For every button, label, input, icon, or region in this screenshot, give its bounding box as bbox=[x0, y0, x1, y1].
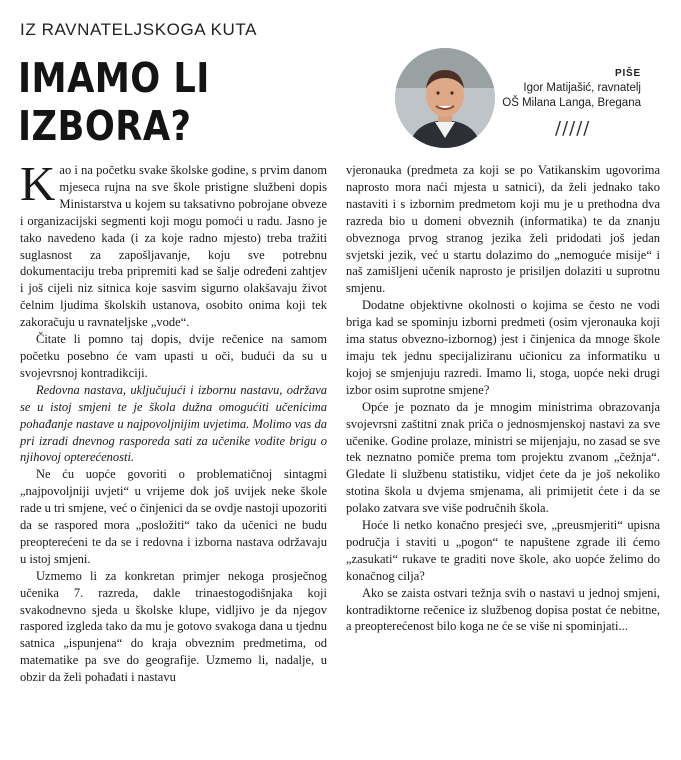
paragraph-text: ao i na početku svake školske godine, s prvim danom mjeseca rujna na sve škole pristigne službeni dopis Ministarstva u kojem su taksativno pobrojane obveze i organizacijski segmenti koji mogu pomoći u radu. Jasno je tako navedeno kada (i za koje radno mjesto) treba tražiti suglasnost za zapošljavanje, koju sve potrebnu dokumentaciju treba pripremiti kad se šalje određeni zahtjev i još cijeli niz sitnica koje sasvim sigurno olakšavaju život čelnim ljudima školskih ustanova, osobito onima koji tek zakoračuju u ravnateljske „vode“. bbox=[20, 163, 327, 330]
headline-line-2: IZBORA? bbox=[18, 102, 192, 150]
article-paragraph: Opće je poznato da je mnogim ministrima obrazovanja svojevrsni zaštitni znak priča o jednosmjenskoj nastavi za sve učenike. Godine prolaze, ministri se mijenjaju, no zasad se sve tek neznatno pomiče prema tom projektu zvanom „čežnja“. Gledate li službenu statistiku, vidjet ćete da je još nekoliko stotina škola u dvjema smjenama, ali primijetit ćete i da se polako zatvara sve više područnih škola. bbox=[346, 399, 660, 516]
article-column-left bbox=[20, 156, 327, 686]
article-paragraph: vjeronauka (predmeta za koji se po Vatikanskim ugovorima naprosto mora naći mjesta u satnici), da želi jednako tako nastaviti i s izbornim predmetom koji mu je u prethodna dva razreda bio u domeni obveznih (informatika) te da znanju obveznoga prvog stranog jezika želi pridodati još jedan svjetski jezik, već u startu dolazimo do „nemoguće misije“ i naš zamišljeni učenik naprosto je prisiljen dolaziti u suprotnu smjenu. bbox=[346, 163, 660, 296]
section-label: IZ RAVNATELJSKOGA KUTA bbox=[20, 20, 258, 39]
article-paragraph: Čitate li pomno taj dopis, dvije rečenice na samom početku posebno će vam upasti u oči, budući da su u svojevrsnoj kontradikciji. bbox=[20, 332, 327, 380]
decorative-slashes: ///// bbox=[555, 118, 591, 139]
byline-author: Igor Matijašić, ravnatelj bbox=[523, 82, 641, 94]
byline-tag: PIŠE bbox=[615, 68, 641, 79]
quoted-paragraph: Redovna nastava, uključujući i izbornu nastavu, održava se u istoj smjeni te je škola dužna omogućiti učenicima pohađanje nastave u najpovoljnijim uvjetima. Molimo vas da pri izradi dnevnog rasporeda sati za učenike vodite brigu o njihovoj opterećenosti. bbox=[20, 382, 327, 465]
drop-cap: K bbox=[20, 156, 56, 211]
article-paragraph: Uzmemo li za konkretan primjer nekoga prosječnog učenika 7. razreda, dakle trinaestogodišnjaka koji svakodnevno sjeda u školske klupe, vidljivo je da njegov raspored izgleda tako da mu je gotovo svakoga dana u tjednu satnica „ispunjena“ do kraja obveznim predmetima, od matematike pa sve do geografije. Uzmemo li, nadalje, u obzir da želi pohađati i nastavu bbox=[20, 568, 327, 685]
article-paragraph: Ako se zaista ostvari težnja svih o nastavi u jednoj smjeni, kontradiktorne rečenice iz službenog dopisa postat će nebitne, a preopterećenost bilo koga ne će se više ni spominjati... bbox=[346, 585, 660, 634]
author-photo bbox=[395, 48, 495, 148]
byline bbox=[502, 66, 641, 111]
article-paragraph: Ne ću uopće govoriti o problematičnoj sintagmi „najpovoljniji uvjeti“ u vrijeme dok još uvijek neke škole rade u tri smjene, već o činjenici da se ovdje nastoji upozoriti da se raspored mora „posložiti“ tako da učenici ne budu preopterećeni te da se i redovna i izborna nastava održavaju u istoj smjeni. bbox=[20, 467, 327, 566]
article-paragraph: Hoće li netko konačno presjeći sve, „preusmjeriti“ upisna područja i staviti u „pogon“ te napuštene zgrade ili ćemo „zasukati“ rukave te graditi nove škole, ako uopće želimo do konačnog cilja? bbox=[346, 518, 660, 583]
article-paragraph bbox=[20, 156, 327, 331]
headline-line-1: IMAMO LI bbox=[18, 54, 210, 102]
byline-school: OŠ Milana Langa, Bregana bbox=[502, 97, 641, 109]
article-column-right bbox=[346, 162, 660, 635]
article-paragraph: Dodatne objektivne okolnosti o kojima se često ne vodi briga kad se spominju izborni predmeti (osim vjeronauka koji ima status obvezno-izbornog) jest i činjenica da mnoge škole imaju tek jednu specijaliziranu učionicu za informatiku u kojoj se smjenjuju razredi. Imamo li, stoga, uopće neki drugi izbor osim suprotne smjene? bbox=[346, 298, 660, 397]
headline bbox=[18, 54, 210, 150]
